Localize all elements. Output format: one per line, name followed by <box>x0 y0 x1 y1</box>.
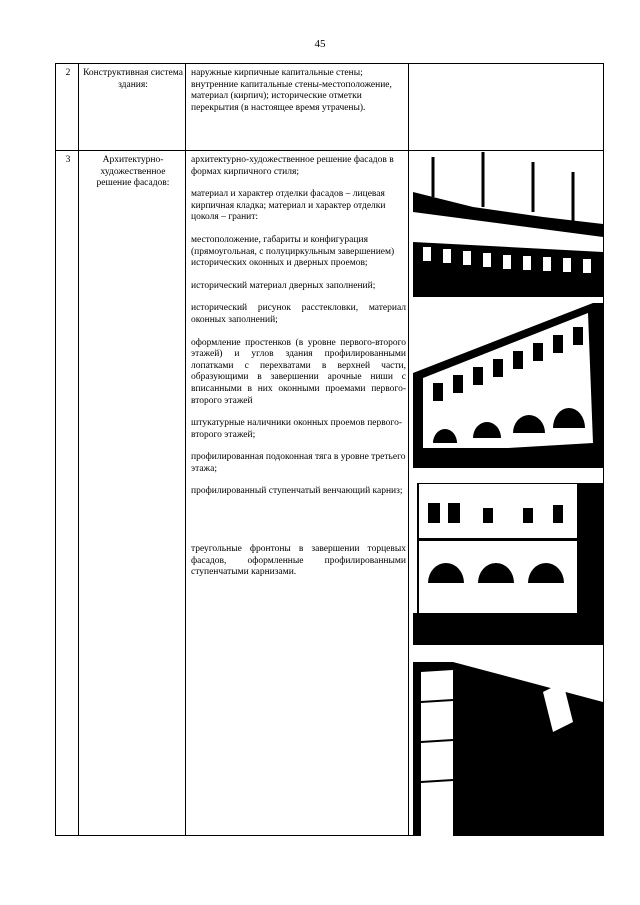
building-photo <box>413 483 603 645</box>
column-divider <box>185 64 186 835</box>
row-description <box>191 155 406 590</box>
description-item: исторический материал дверных заполнений; <box>191 280 376 291</box>
row-heading-structural-system: Конструктивная система здания: <box>83 68 183 90</box>
building-photo <box>413 662 603 836</box>
row-description <box>191 68 406 125</box>
description-item: профилированная подоконная тяга в уровне третьего этажа; <box>191 452 406 474</box>
row-number: 3 <box>65 155 71 165</box>
row-heading-facade-design: Архитектурно-художественное решение фасадов: <box>96 155 170 189</box>
building-photo <box>413 152 603 297</box>
column-divider <box>78 64 79 835</box>
description-item: исторический рисунок расстекловки, материал оконных заполнений; <box>191 303 406 325</box>
description-item: треугольные фронтоны в завершении торцевых фасадов, оформленные профилированными ступенчатыми карнизами. <box>191 544 406 578</box>
description-item: оформление простенков (в уровне первого-второго этажей) и углов здания профилированными лопатками с перехватами в верхней части, образующими в завершении арочные ниши с вписанными в них оконными проемами первого-второго этажей <box>191 337 406 406</box>
description-item: материал и характер отделки фасадов – лицевая кирпичная кладка; материал и характер отделки цоколя – гранит: <box>191 189 386 223</box>
description-item: архитектурно-художественное решение фасадов в формах кирпичного стиля; <box>191 155 394 177</box>
description-item: штукатурные наличники оконных проемов первого-второго этажей; <box>191 418 402 440</box>
description-item: наружные кирпичные капитальные стены; внутренние капитальные стены-местоположение, материал (кирпич); исторические отметки перекрытия (в настоящее время утрачены). <box>191 68 392 113</box>
building-photo <box>413 303 603 468</box>
description-item: профилированный ступенчатый венчающий карниз; <box>191 486 403 497</box>
page-number: 45 <box>314 38 326 50</box>
row-divider <box>56 150 603 151</box>
row-number: 2 <box>65 68 71 78</box>
column-divider <box>408 64 409 835</box>
description-item: местоположение, габариты и конфигурация (прямоугольная, с полуциркульным завершением) исторических оконных и дверных проемов; <box>191 234 395 269</box>
